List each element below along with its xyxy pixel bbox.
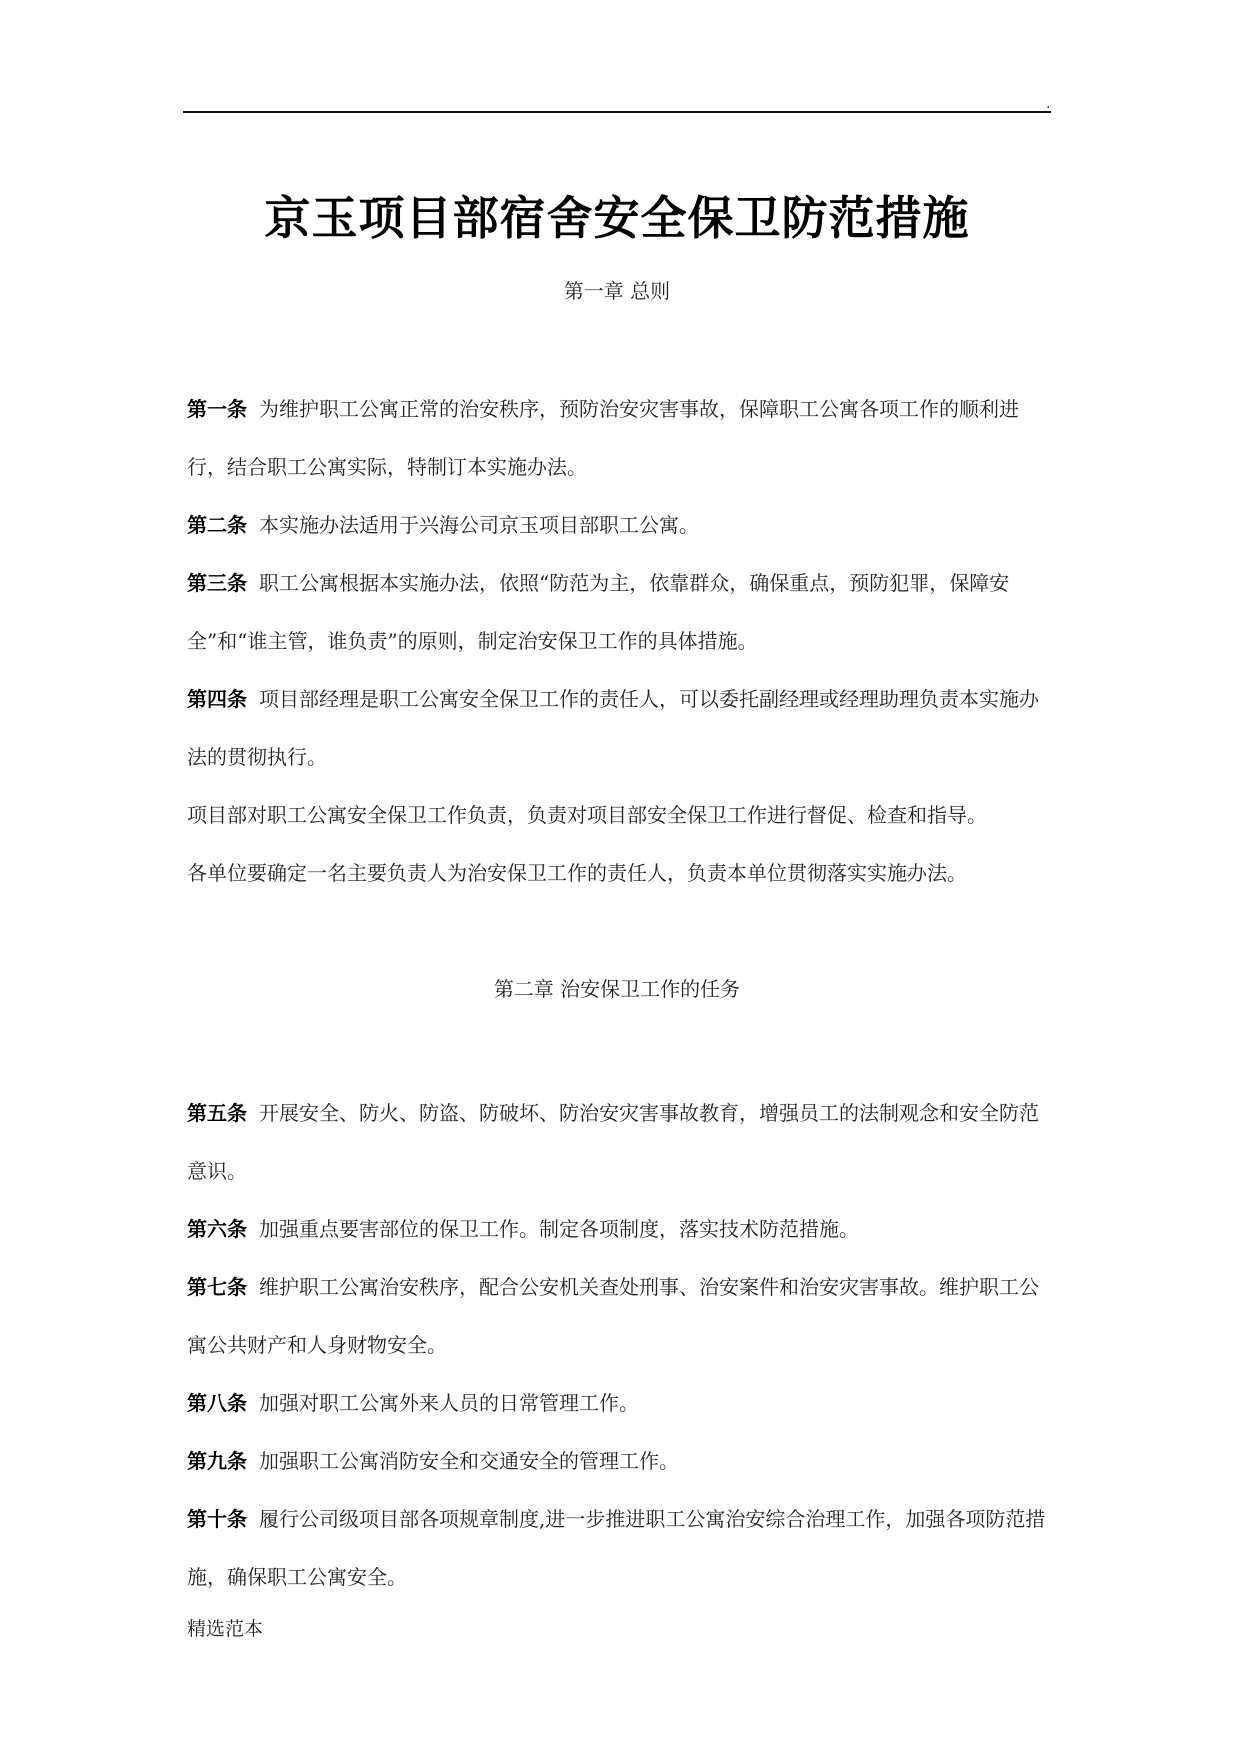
article-text: 维护职工公寓治安秩序，配合公安机关查处刑事、治安案件和治安灾害事故。维护职工公寓公共财产和人身财物安全。 [187,1275,1039,1357]
article-text: 加强重点要害部位的保卫工作。制定各项制度，落实技术防范措施。 [259,1217,859,1241]
article-6 [187,1200,1057,1258]
chapter-heading-1: 第一章 总则 [563,279,671,303]
article-text: 加强对职工公寓外来人员的日常管理工作。 [259,1391,639,1415]
article-label: 第十条 [187,1507,247,1531]
article-label: 第三条 [187,571,247,595]
article-label: 第九条 [187,1449,247,1473]
footer-note: 精选范本 [187,1618,264,1640]
article-text: 项目部经理是职工公寓安全保卫工作的责任人，可以委托副经理或经理助理负责本实施办法的贯彻执行。 [187,687,1039,769]
article-1 [187,380,1057,496]
article-label: 第六条 [187,1217,247,1241]
article-7 [187,1258,1057,1374]
article-label: 第五条 [187,1101,247,1125]
chapter-heading-2: 第二章 治安保卫工作的任务 [493,977,741,1001]
article-text: 加强职工公寓消防安全和交通安全的管理工作。 [259,1449,679,1473]
article-8 [187,1374,1057,1432]
article-text: 职工公寓根据本实施办法，依照“防范为主，依靠群众，确保重点，预防犯罪，保障安全”和“谁主管，谁负责”的原则，制定治安保卫工作的具体措施。 [187,571,1010,653]
article-label: 第四条 [187,687,247,711]
article-label: 第一条 [187,397,247,421]
paragraph: 各单位要确定一名主要负责人为治安保卫工作的责任人，负责本单位贯彻落实实施办法。 [187,861,967,885]
article-9 [187,1432,1057,1490]
article-text: 为维护职工公寓正常的治安秩序，预防治安灾害事故，保障职工公寓各项工作的顺利进行，结合职工公寓实际，特制订本实施办法。 [187,397,1019,479]
article-text: 开展安全、防火、防盗、防破坏、防治安灾害事故教育，增强员工的法制观念和安全防范意识。 [187,1101,1039,1183]
article-4 [187,670,1057,786]
article-label: 第八条 [187,1391,247,1415]
article-label: 第二条 [187,513,247,537]
article-5 [187,1084,1057,1200]
document-title: 京玉项目部宿舍安全保卫防范措施 [264,191,970,245]
article-2 [187,496,1057,554]
paragraph: 项目部对职工公寓安全保卫工作负责，负责对项目部安全保卫工作进行督促、检查和指导。 [187,803,987,827]
header-mark: . [1046,96,1051,112]
article-3 [187,554,1057,670]
header-rule [183,111,1051,113]
article-10 [187,1490,1057,1606]
article-text: 本实施办法适用于兴海公司京玉项目部职工公寓。 [259,513,699,537]
article-label: 第七条 [187,1275,247,1299]
article-text: 履行公司级项目部各项规章制度,进一步推进职工公寓治安综合治理工作，加强各项防范措施，确保职工公寓安全。 [187,1507,1046,1589]
